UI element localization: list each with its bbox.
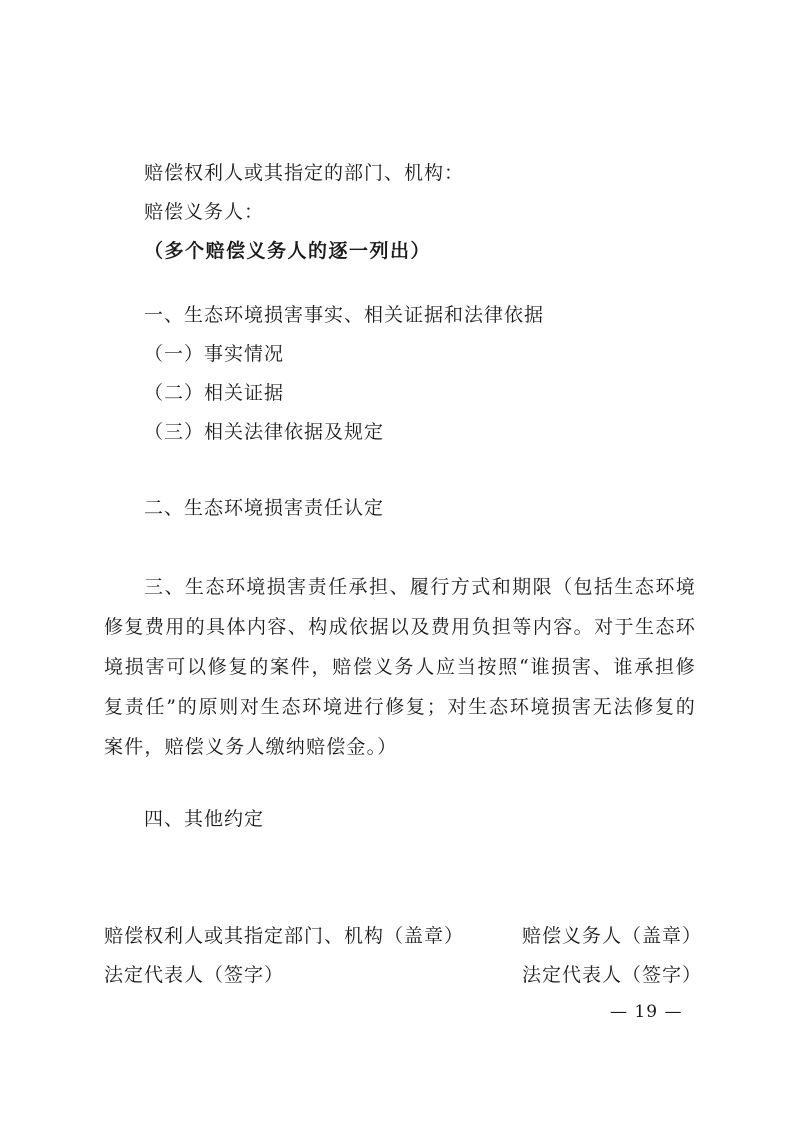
section3-paragraph: 三、生态环境损害责任承担、履行方式和期限（包括生态环境修复费用的具体内容、构成依据以及费用负担等内容。对于生态环境损害可以修复的案件，赔偿义务人应当按照“谁损害、谁承担修复责任”的原则对生态环境进行修复；对生态环境损害无法修复的案件，赔偿义务人缴纳赔偿金。） [104,576,696,758]
signature-left-party: 赔偿权利人或其指定部门、机构（盖章） [104,925,465,947]
signature-right-representative: 法定代表人（签字） [522,964,703,986]
section1-item-1: （一）事实情况 [144,343,285,365]
section1-item-3: （三）相关法律依据及规定 [144,421,385,443]
obligor-line: 赔偿义务人： [144,201,265,223]
signature-right-party: 赔偿义务人（盖章） [522,925,703,947]
section1-item-2: （二）相关证据 [144,382,285,404]
page-number: — 19 — [610,1002,683,1022]
section1-title: 一、生态环境损害事实、相关证据和法律依据 [144,304,545,326]
section2-title: 二、生态环境损害责任认定 [144,497,385,519]
obligee-line: 赔偿权利人或其指定的部门、机构： [144,162,465,184]
signature-left-representative: 法定代表人（签字） [104,964,285,986]
section4-title: 四、其他约定 [144,808,265,830]
multiple-obligor-note: （多个赔偿义务人的逐一列出） [144,240,432,262]
